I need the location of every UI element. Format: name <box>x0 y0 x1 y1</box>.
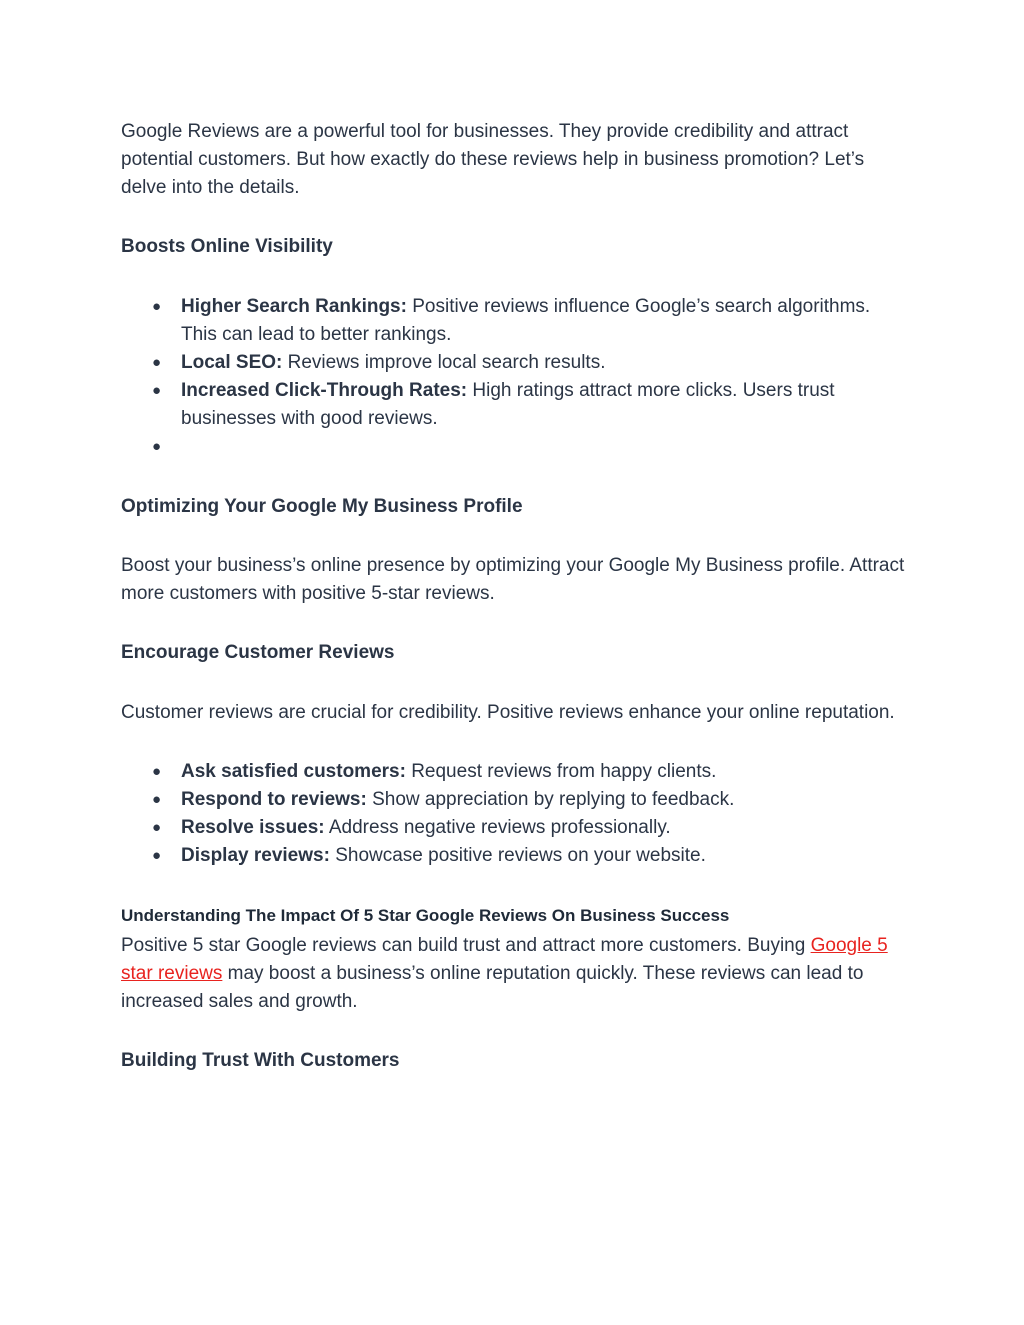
list-item <box>121 293 911 349</box>
bullet-icon: ● <box>152 763 162 780</box>
list-item <box>121 786 911 814</box>
list-item <box>121 758 911 786</box>
impact-text-end: may boost a business’s online reputation quickly. These reviews can lead to increased sales and growth. <box>121 963 864 1012</box>
list-item-text: High ratings attract more clicks. Users trust businesses with good reviews. <box>181 380 835 429</box>
list-item-label: Increased Click-Through Rates: <box>181 380 468 401</box>
list-item-text: Showcase positive reviews on your website. <box>329 845 706 866</box>
list-item-label: Respond to reviews: <box>181 789 367 810</box>
list-item <box>121 349 911 377</box>
bullet-icon: ● <box>152 438 162 455</box>
visibility-list <box>121 293 911 461</box>
list-item-text: Show appreciation by replying to feedback. <box>366 789 735 810</box>
impact-text-start: Positive 5 star Google reviews can build trust and attract more customers. Buying <box>121 935 811 956</box>
impact-paragraph <box>121 932 911 1016</box>
list-item-text: Request reviews from happy clients. <box>405 761 717 782</box>
bullet-icon: ● <box>152 382 162 399</box>
google-5-star-reviews-link[interactable]: Google 5 star reviews <box>121 935 888 984</box>
heading-encourage-reviews: Encourage Customer Reviews <box>121 642 395 663</box>
bullet-icon: ● <box>152 819 162 836</box>
list-item-label: Higher Search Rankings: <box>181 296 407 317</box>
encourage-list <box>121 758 911 870</box>
heading-boosts-online-visibility: Boosts Online Visibility <box>121 236 333 257</box>
list-item-label: Display reviews: <box>181 845 330 866</box>
list-item-text: Address negative reviews professionally. <box>324 817 671 838</box>
document-content <box>121 118 911 1075</box>
list-item-label: Local SEO: <box>181 352 283 373</box>
bullet-icon: ● <box>152 298 162 315</box>
list-item <box>121 377 911 433</box>
list-item-label: Ask satisfied customers: <box>181 761 406 782</box>
list-item-empty <box>121 433 911 461</box>
encourage-paragraph: Customer reviews are crucial for credibility. Positive reviews enhance your online reputation. <box>121 702 895 723</box>
bullet-icon: ● <box>152 791 162 808</box>
heading-building-trust: Building Trust With Customers <box>121 1050 400 1071</box>
optimizing-paragraph: Boost your business’s online presence by optimizing your Google My Business profile. Attract more customers with positive 5-star reviews. <box>121 555 905 604</box>
list-item-text: Positive reviews influence Google’s search algorithms. This can lead to better rankings. <box>181 296 871 345</box>
bullet-icon: ● <box>152 847 162 864</box>
heading-understanding-impact: Understanding The Impact Of 5 Star Google Reviews On Business Success <box>121 906 730 925</box>
list-item-text: Reviews improve local search results. <box>282 352 606 373</box>
list-item <box>121 842 911 870</box>
bullet-icon: ● <box>152 354 162 371</box>
list-item-label: Resolve issues: <box>181 817 325 838</box>
intro-paragraph: Google Reviews are a powerful tool for businesses. They provide credibility and attract potential customers. But how exactly do these reviews help in business promotion? Let’s delve into the details. <box>121 121 865 198</box>
heading-optimizing-gmb-profile: Optimizing Your Google My Business Profile <box>121 496 523 517</box>
list-item <box>121 814 911 842</box>
